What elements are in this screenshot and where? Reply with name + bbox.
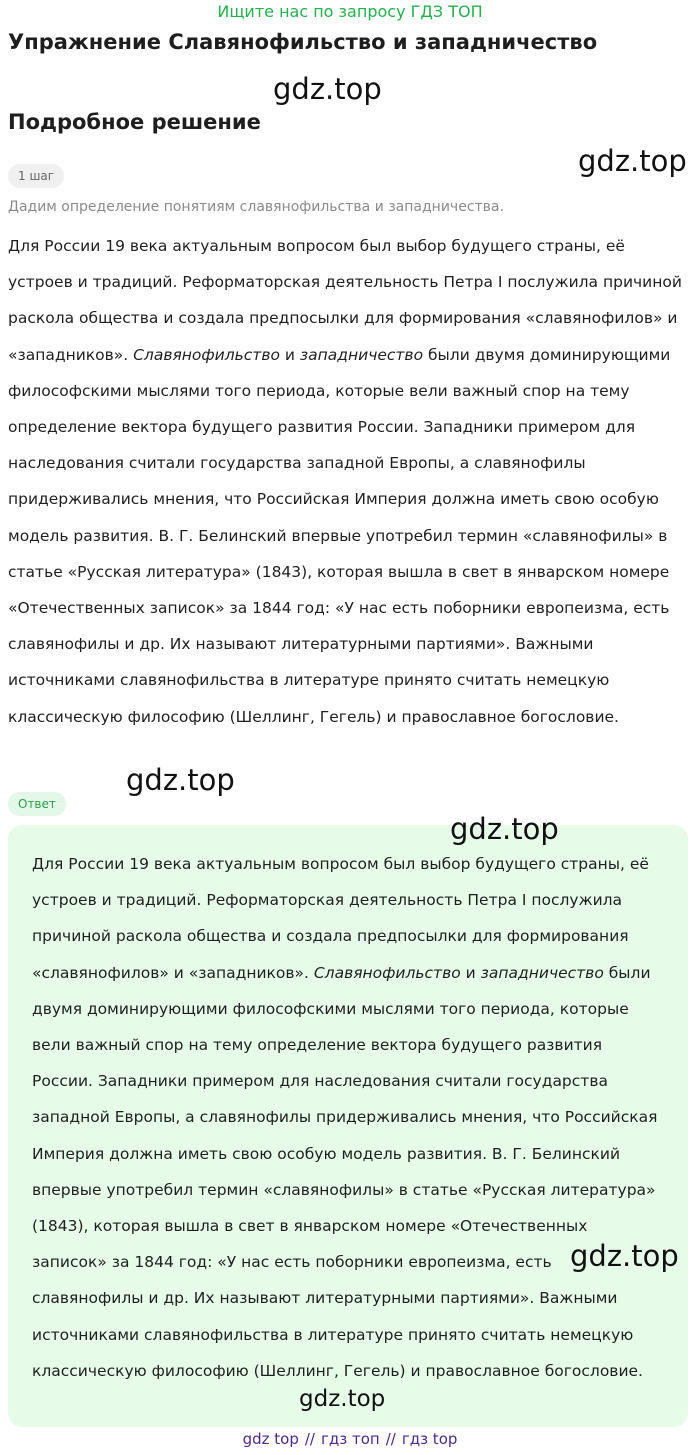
answer-box bbox=[8, 825, 688, 1427]
step-intro: Дадим определение понятиям славянофильства и западничества. bbox=[8, 199, 504, 215]
answer-text: Для России 19 века актуальным вопросом был выбор будущего страны, её устроев и традиций. Реформаторская деятельность Петра I послужила причиной раскола общества и создала предпосылки для формирования «славянофилов» и «западников». Славянофильство и западничество были двумя доминирующими философскими мыслями того периода, которые вели важный спор на тему определение вектора будущего развития России. Западники примером для наследования считали государства западной Европы, а славянофилы придерживались мнения, что Российская Империя должна иметь свою особую модель развития. В. Г. Белинский впервые употребил термин «славянофилы» в статье «Русская литература» (1843), которая вышла в свет в январском номере «Отечественных записок» за 1844 год: «У нас есть поборники европеизма, есть славянофилы и др. Их называют литературными партиями». Важными источниками славянофильства в литературе принято считать немецкую классическую философию (Шеллинг, Гегель) и православное богословие. bbox=[32, 855, 658, 1380]
term-slavophilism: Славянофильство bbox=[313, 963, 461, 982]
watermark: gdz.top bbox=[578, 144, 687, 178]
footer-link[interactable]: гдз top bbox=[401, 1430, 458, 1448]
watermark: gdz.top bbox=[570, 1239, 679, 1273]
term-slavophilism: Славянофильство bbox=[133, 345, 280, 364]
solution-text: Для России 19 века актуальным вопросом был выбор будущего страны, её устроев и традиций. Реформаторская деятельность Петра I послужила причиной раскола общества и создала предпосылки для формирования «славянофилов» и «западников». Славянофильство и западничество были двумя доминирующими философскими мыслями того периода, которые вели важный спор на тему определение вектора будущего развития России. Западники примером для наследования считали государства западной Европы, а славянофилы придерживались мнения, что Российская Империя должна иметь свою особую модель развития. В. Г. Белинский впервые употребил термин «славянофилы» в статье «Русская литература» (1843), которая вышла в свет в январском номере «Отечественных записок» за 1844 год: «У нас есть поборники европеизма, есть славянофилы и др. Их называют литературными партиями». Важными источниками славянофильства в литературе принято считать немецкую классическую философию (Шеллинг, Гегель) и православное богословие. bbox=[8, 237, 682, 726]
section-title: Подробное решение bbox=[8, 110, 261, 134]
footer-link[interactable]: gdz top bbox=[242, 1430, 299, 1448]
watermark: gdz.top bbox=[450, 812, 559, 846]
step-badge: 1 шаг bbox=[8, 164, 64, 188]
answer-badge: Ответ bbox=[8, 792, 66, 816]
watermark: gdz.top bbox=[126, 763, 235, 797]
term-westernism: западничество bbox=[480, 963, 604, 982]
search-banner: Ищите нас по запросу ГДЗ ТОП bbox=[217, 2, 483, 21]
watermark: gdz.top bbox=[273, 72, 382, 106]
footer-link[interactable]: гдз топ bbox=[320, 1430, 380, 1448]
page-title: Упражнение Славянофильство и западничество bbox=[8, 30, 598, 54]
footer-links bbox=[0, 1430, 700, 1448]
watermark: gdz.top bbox=[299, 1386, 386, 1412]
term-westernism: западничество bbox=[299, 345, 424, 364]
footer-separator: // bbox=[304, 1430, 315, 1448]
footer-separator: // bbox=[385, 1430, 396, 1448]
